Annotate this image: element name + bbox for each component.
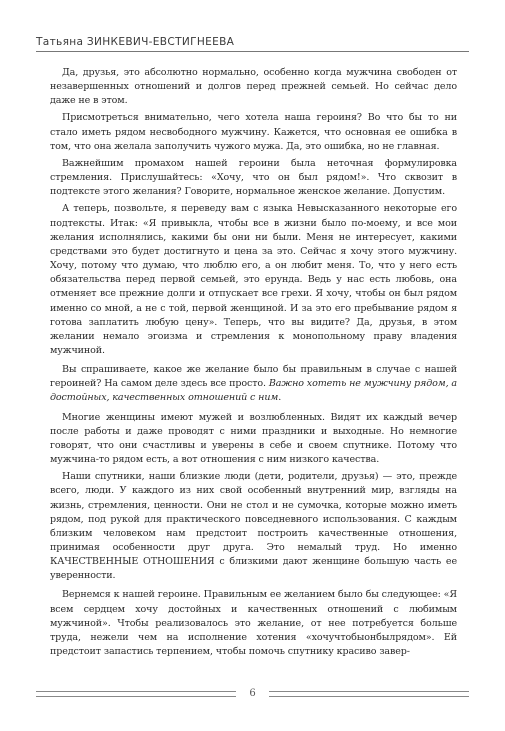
paragraph-5-emphasis: Важно хотеть не мужчину рядом, а достойных, качественных отношений с ним bbox=[50, 378, 457, 404]
paragraph-5: Вы спрашиваете, какое же желание было бы правильным в случае с нашей героиней? На самом деле здесь все просто. Важно хотеть не мужчину рядом, а достойных, качественных отношений с ним. bbox=[50, 364, 457, 404]
paragraph-1: Да, друзья, это абсолютно нормально, особенно когда мужчина свободен от незавершенных отношений и долгов перед прежней семьей. Но сейчас дело даже не в этом. bbox=[50, 67, 457, 107]
paragraph-6: Многие женщины имеют мужей и возлюбленных. Видят их каждый вечер после работы и даже проводят с ними праздники и выходные. Но немногие говорят, что они счастливы и уверены в себе и своем спутнике. Потому что мужчина-то рядом есть, а вот отношения с ним низкого качества. bbox=[50, 411, 457, 466]
paragraph-7: Наши спутники, наши близкие люди (дети, родители, друзья) — это, прежде всего, люди. У каждого из них свой особенный внутренний мир, взгляды на жизнь, стремления, ценности. Они не стол и не сумочка, которые можно иметь рядом, под рукой для практического повседневного использования. С каждым близким человеком нам предстоит построить качественные отношения, принимая особенности друг друга. Это немалый труд. Но именно КАЧЕСТВЕННЫЕ ОТНОШЕНИЯ с близкими дают женщине большую часть ее уверенности. bbox=[50, 471, 457, 582]
paragraph-2: Присмотреться внимательно, чего хотела наша героиня? Во что бы то ни стало иметь рядом несвободного мужчину. Кажется, что основная ее ошибка в том, что она желала заполучить чужого мужа. Да, это ошибка, но не главная. bbox=[50, 112, 457, 152]
page-footer bbox=[36, 687, 469, 701]
page-body bbox=[50, 66, 457, 659]
page-number: 6 bbox=[249, 688, 256, 699]
footer-rule-right bbox=[269, 691, 469, 697]
paragraph-5-text: Вы спрашиваете, какое же желание было бы правильным в случае с нашей героиней? На самом деле здесь все просто. bbox=[50, 364, 457, 390]
paragraph-3: Важнейшим промахом нашей героини была неточная формулировка стремления. Прислушайтесь: «Хочу, что он был рядом!». Что сквозит в подтексте этого желания? Говорите, нормальное женское желание. Допустим. bbox=[50, 157, 457, 198]
header-author: Татьяна ЗИНКЕВИЧ-ЕВСТИГНЕЕВА bbox=[36, 36, 469, 52]
paragraph-4: А теперь, позвольте, я переведу вам с языка Невысказанного некоторые его подтексты. Итак: «Я привыкла, чтобы все в жизни было по-моему, и все мои желания исполнялись, какими бы они ни были. Меня не интересует, какими средствами это будет достигнуто и цена за это. Сейчас я хочу этого мужчину. Хочу, потому что думаю, что люблю его, а он любит меня. То, что у него есть обязательства перед первой семьей, это ерунда. Ведь у нас есть любовь, она отменяет все прежние долги и отпускает все грехи. Я хочу, чтобы он был рядом именно со мной, а не с той, первой женщиной. И за это его пребывание рядом я готова заплатить любую цену». Теперь, что вы видите? Да, друзья, в этом желании немало эгоизма и стремления к монопольному праву владения мужчиной. bbox=[50, 203, 457, 356]
running-header bbox=[36, 36, 469, 52]
paragraph-8: Вернемся к нашей героине. Правильным ее желанием было бы следующее: «Я всем сердцем хочу достойных и качественных отношений с любимым мужчиной». Чтобы реализовалось это желание, от нее потребуется больше труда, нежели чем на исполнение хотения «хочучтобыонбылрядом». Ей предстоит запастись терпением, чтобы помочь спутнику красиво завер- bbox=[50, 589, 457, 658]
